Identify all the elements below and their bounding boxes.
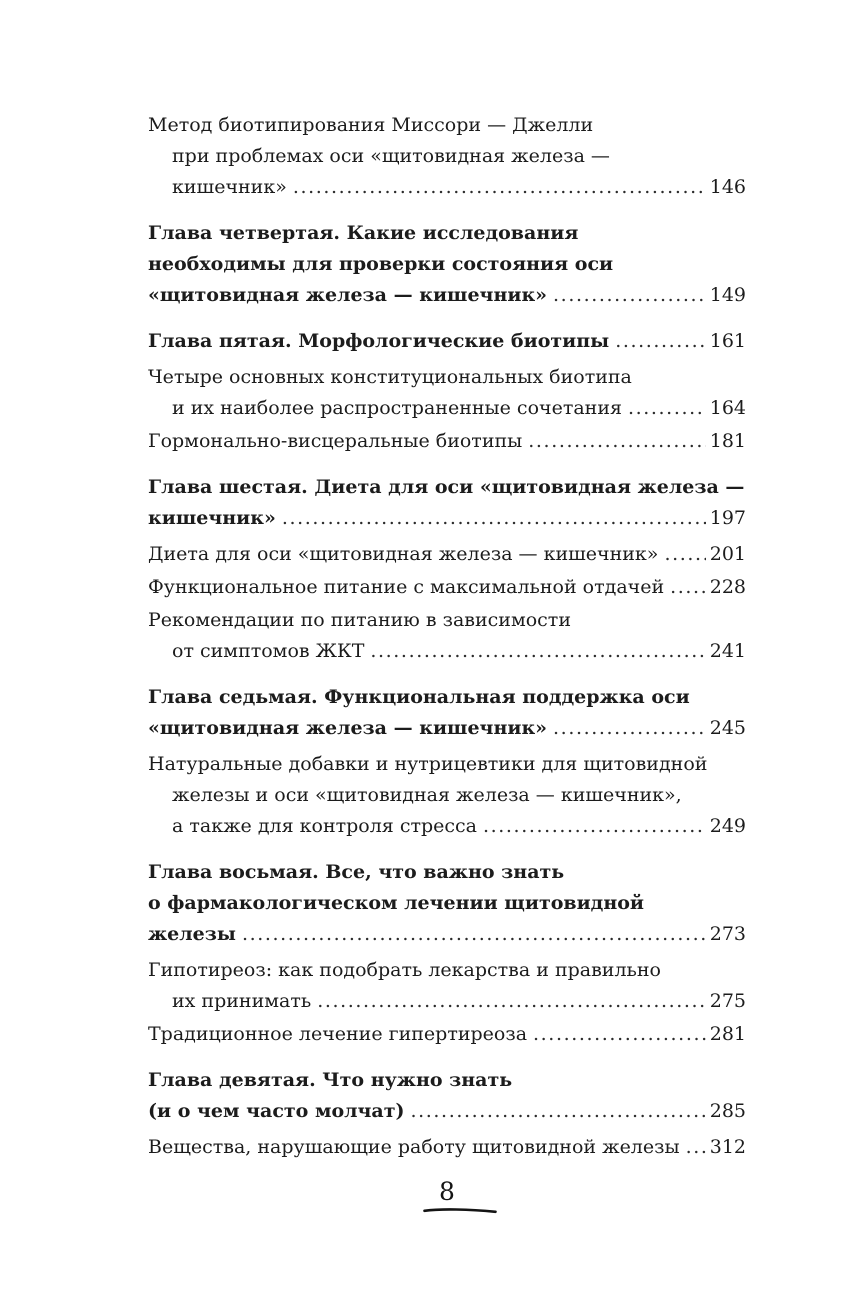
toc-line-text: Глава шестая. Диета для оси «щитовидная железа — [148,476,745,498]
toc-line [148,1132,746,1163]
toc-entry [148,572,746,603]
toc-entry [148,110,746,203]
toc-page-ref: 241 [709,640,746,662]
toc-line [148,218,746,249]
toc-page-ref: 164 [709,397,746,419]
dot-leader [242,919,706,950]
toc-line [148,362,746,393]
dot-leader [282,503,706,534]
toc-line [148,172,746,203]
toc-line [148,393,746,424]
toc-page-ref: 146 [709,176,746,198]
toc-line-text: от симптомов ЖКТ [172,640,365,662]
toc-line [148,280,746,311]
toc-line [148,780,746,811]
toc-line-text: Функциональное питание с максимальной отдачей [148,576,665,598]
toc-line [148,919,746,950]
toc-list [148,110,746,1163]
toc-entry [148,1132,746,1163]
toc-line [148,110,746,141]
toc-line-text: Глава четвертая. Какие исследования [148,222,579,244]
toc-chapter-entry [148,1065,746,1127]
dot-leader [370,636,705,667]
page-number-underline [161,1206,759,1215]
toc-page-ref: 312 [709,1136,746,1158]
dot-leader [317,986,706,1017]
toc-line [148,682,746,713]
toc-line [148,605,746,636]
toc-line [148,811,746,842]
dot-leader [483,811,706,842]
toc-page-ref: 285 [709,1100,746,1122]
toc-chapter-entry [148,472,746,534]
toc-line [148,857,746,888]
toc-line [148,503,746,534]
toc-line-text: Метод биотипирования Миссори — Джелли [148,114,594,136]
toc-line-text: Глава пятая. Морфологические биотипы [148,330,610,352]
toc-line-text: Гормонально-висцеральные биотипы [148,430,523,452]
dot-leader [628,393,706,424]
toc-page-ref: 161 [709,330,746,352]
dot-leader [553,713,706,744]
toc-line-text: кишечник» [148,507,276,529]
toc-page-ref: 245 [709,717,746,739]
toc-entry [148,605,746,667]
toc-page-ref: 228 [709,576,746,598]
toc-page-ref: 249 [709,815,746,837]
toc-line [148,572,746,603]
toc-entry [148,539,746,570]
toc-line-text: о фармакологическом лечении щитовидной [148,892,645,914]
toc-line-text: Глава седьмая. Функциональная поддержка оси [148,686,690,708]
toc-line [148,713,746,744]
toc-line-text: железы [148,923,236,945]
toc-line-text: (и о чем часто молчат) [148,1100,405,1122]
toc-line-text: Традиционное лечение гипертиреоза [148,1023,528,1045]
toc-line-text: кишечник» [172,176,287,198]
toc-line-text: Диета для оси «щитовидная железа — кишечник» [148,543,659,565]
toc-line [148,955,746,986]
toc-page-ref: 273 [709,923,746,945]
toc-line-text: необходимы для проверки состояния оси [148,253,614,275]
dot-leader [553,280,706,311]
toc-line [148,1019,746,1050]
toc-line-text: их принимать [172,990,312,1012]
dot-leader [533,1019,706,1050]
toc-line-text: Вещества, нарушающие работу щитовидной железы [148,1136,680,1158]
toc-line [148,426,746,457]
toc-entry [148,955,746,1017]
dot-leader [411,1096,706,1127]
toc-line-text: и их наиболее распространенные сочетания [172,397,622,419]
toc-line [148,749,746,780]
toc-line-text: а также для контроля стресса [172,815,477,837]
toc-chapter-entry [148,857,746,950]
toc-line [148,326,746,357]
toc-page-ref: 181 [709,430,746,452]
toc-line-text: «щитовидная железа — кишечник» [148,717,548,739]
dot-leader [293,172,706,203]
toc-line-text: Глава девятая. Что нужно знать [148,1069,513,1091]
toc-entry [148,749,746,842]
toc-line [148,1065,746,1096]
toc-line-text: Рекомендации по питанию в зависимости [148,609,571,631]
toc-line-text: «щитовидная железа — кишечник» [148,284,548,306]
toc-line [148,141,746,172]
toc-page-ref: 275 [709,990,746,1012]
dot-leader [664,539,705,570]
toc-line-text: при проблемах оси «щитовидная железа — [172,145,610,167]
toc-chapter-entry [148,682,746,744]
page-number-area [148,1179,746,1215]
toc-line-text: Натуральные добавки и нутрицевтики для щитовидной [148,753,708,775]
toc-line [148,888,746,919]
toc-line-text: Гипотиреоз: как подобрать лекарства и правильно [148,959,661,981]
toc-line [148,1096,746,1127]
toc-page-ref: 149 [709,284,746,306]
page-number: 8 [439,1177,455,1206]
toc-line [148,249,746,280]
toc-page-ref: 201 [709,543,746,565]
toc-line [148,539,746,570]
toc-chapter-entry [148,218,746,311]
dot-leader [615,326,706,357]
dot-leader [686,1132,706,1163]
toc-line-text: железы и оси «щитовидная железа — кишечник», [172,784,682,806]
toc-page-ref: 197 [709,507,746,529]
toc-line-text: Глава восьмая. Все, что важно знать [148,861,565,883]
toc-line [148,472,746,503]
toc-entry [148,1019,746,1050]
toc-chapter-entry [148,326,746,357]
toc-page-ref: 281 [709,1023,746,1045]
dot-leader [670,572,706,603]
toc-line [148,636,746,667]
toc-line-text: Четыре основных конституциональных биотипа [148,366,632,388]
toc-line [148,986,746,1017]
toc-entry [148,362,746,424]
dot-leader [528,426,705,457]
toc-entry [148,426,746,457]
